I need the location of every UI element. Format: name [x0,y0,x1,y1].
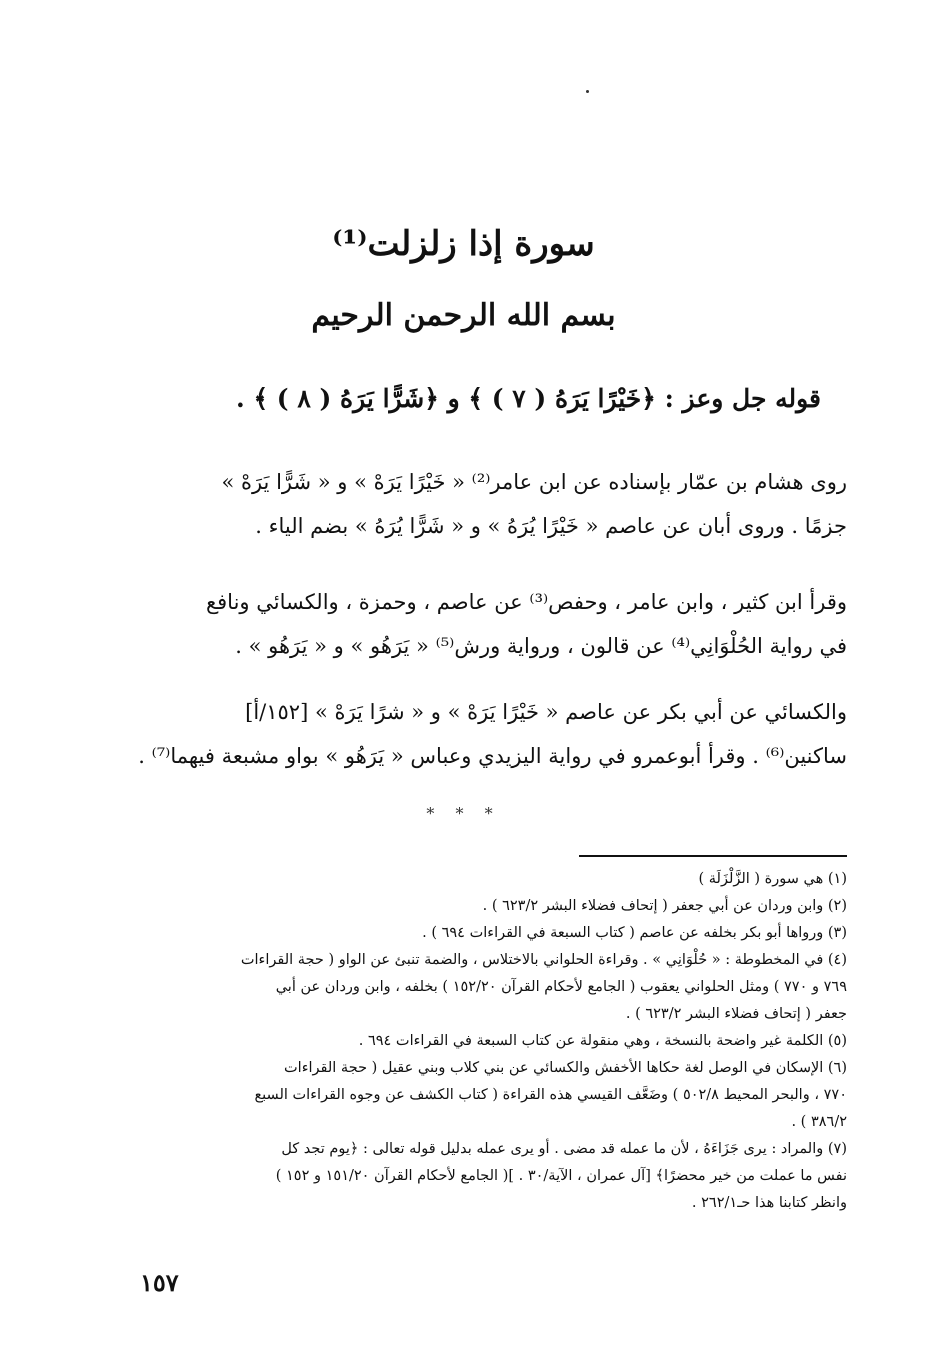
footnote-6 [82,1055,847,1136]
footnote-2 [82,893,847,920]
footnote-1 [82,866,847,893]
footnote-line: (٤) في المخطوطة : « حُلْوَانِي » . وقراءة الحلواني بالاختلاس ، والضمة تنبئ عن الواو ( حجة القراءات [240,952,847,968]
basmala-heading: بسم الله الرحمن الرحيم [311,298,616,333]
footnotes [82,866,847,1217]
footnote-line: جعفر ( إتحاف فضلاء البشر ٦٢٣/٢ ) . [625,1006,847,1022]
page-number: ١٥٧ [140,1268,179,1297]
paragraph-1 [102,460,847,548]
footnote-5 [82,1028,847,1055]
footnote-line: (١) هي سورة ( الزَّلْزَلَة ) [698,871,847,887]
footnote-line: (٢) وابن وردان عن أبي جعفر ( إتحاف فضلاء البشر ٦٢٣/٢ ) . [482,898,847,914]
section-separator: * * * [426,804,501,823]
footnote-line: ٧٧٠ ، والبحر المحيط ٥٠٢/٨ ) وضَعَّف القيسي هذه القراءة ( كتاب الكشف عن وجوه القراءات السبع [254,1087,847,1103]
footnote-7 [82,1136,847,1217]
footnote-divider [579,855,847,857]
paragraph-line: جزمًا . وروى أبان عن عاصم « خَيْرًا يُرَهُ » و « شَرًّا يُرَهُ » بضم الياء . [255,514,847,538]
paragraph-line: والكسائي عن أبي بكر عن عاصم « خَيْرًا يَرَهْ » و « شرًا يَرَهْ » [١٥٢/أ] [245,700,847,724]
verse-heading: قوله جل وعز : ﴿خَيْرًا يَرَهُ ( ٧ ) ﴾ و ﴿شَرًّا يَرَهُ ( ٨ ) ﴾ . [236,384,821,413]
footnote-line: (٦) الإسكان في الوصل لغة حكاها الأخفش والكسائي عن بني كلاب وبني عقيل ( حجة القراءات [284,1060,847,1076]
surah-title: سورة إذا زلزلت⁽¹⁾ [332,224,595,264]
footnote-line: (٣) ورواها أبو بكر بخلفه عن عاصم ( كتاب السبعة في القراءات ٦٩٤ ) . [422,925,847,941]
footnote-line: (٧) والمراد : يرى جَزَاءَهُ ، لأن ما عمله قد مضى . أو يرى عمله بدليل قوله تعالى : ﴿يوم تجد كل [281,1141,847,1157]
footnote-line: ٧٦٩ و ٧٧٠ ) ومثل الحلواني يعقوب ( الجامع لأحكام القرآن ١٥٢/٢٠ ) بخلفه ، وابن وردان عن أبي [275,979,847,995]
footnote-line: نفس ما عملت من خير محضرًا﴾ [آل عمران ، الآية/٣٠ . ]( الجامع لأحكام القرآن ١٥١/٢٠ و ١٥٢ ) [275,1168,847,1184]
footnote-line: وانظر كتابنا هذا حـ٢٦٢/١ . [691,1195,847,1211]
paragraph-line: روى هشام بن عمّار بإسناده عن ابن عامر⁽²⁾ « خَيْرًا يَرَهْ » و « شَرًّا يَرَهْ » [221,470,847,494]
paragraph-line: في رواية الحُلْوَانِي⁽⁴⁾ عن قالون ، ورواية ورش⁽⁵⁾ « يَرَهُو » و « يَرَهُو » . [235,634,847,658]
footnote-line: ٣٨٦/٢ ) . [791,1114,847,1130]
speck-mark [586,90,589,93]
footnote-line: (٥) الكلمة غير واضحة بالنسخة ، وهي منقولة عن كتاب السبعة في القراءات ٦٩٤ . [358,1033,847,1049]
paragraph-line: وقرأ ابن كثير ، وابن عامر ، وحفص⁽³⁾ عن عاصم ، وحمزة ، والكسائي ونافع [205,590,847,614]
paragraph-line: ساكنين⁽⁶⁾ . وقرأ أبوعمرو في رواية اليزيدي وعباس « يَرَهُو » بواو مشبعة فيهما⁽⁷⁾ . [138,744,847,768]
paragraph-3 [102,690,847,778]
paragraph-2 [102,580,847,668]
footnote-4 [82,947,847,1028]
footnote-3 [82,920,847,947]
